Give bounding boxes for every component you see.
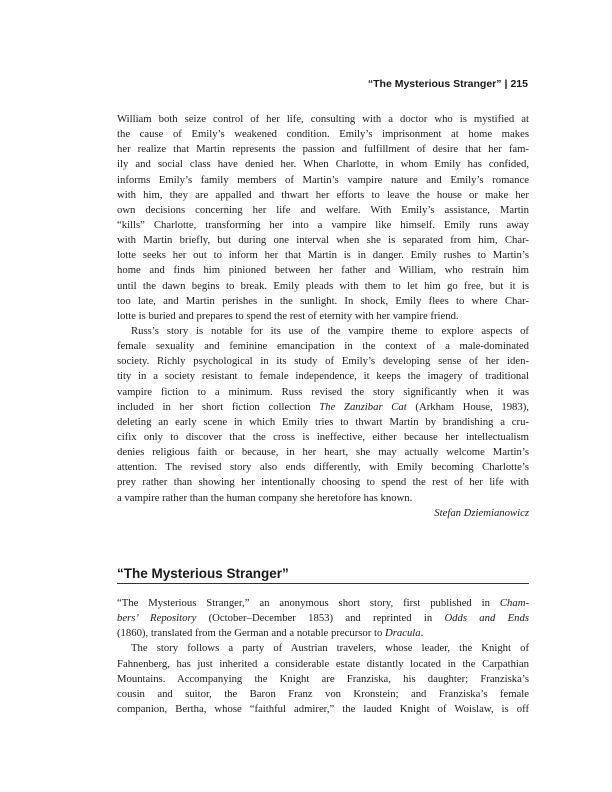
text-line: tity in a society resistant to female independence, it keeps the imagery of traditional <box>117 370 529 383</box>
text-line: home and finds him pinioned between her father and William, who restrain him <box>117 264 529 277</box>
text-line: Fahnenberg, has just inherited a considerable estate distantly located in the Carpathian <box>117 657 529 670</box>
new-entry <box>117 596 529 717</box>
text-line: “kills” Charlotte, transforming her into a vampire like himself. Emily runs away <box>117 218 529 231</box>
text-line: with Martin briefly, but during one interval when she is separated from him, Char- <box>117 234 529 247</box>
text-line: William both seize control of her life, consulting with a doctor who is mystified at <box>117 113 529 125</box>
text-line: companion, Bertha, whose “faithful admirer,” the lauded Knight of Woislaw, is off <box>117 702 529 715</box>
running-head <box>368 78 528 90</box>
text-line: lotte seeks her out to inform her that Martin is in danger. Emily rushes to Martin’s <box>117 249 529 262</box>
text-line: prey rather than showing her intentionally choosing to spend the rest of her life with <box>117 476 529 489</box>
continued-entry <box>117 112 529 521</box>
text-line: deleting an early scene in which Emily tries to thwart Martin by brandishing a cru- <box>117 415 529 428</box>
text-line: denies religious faith or because, in her heart, she may actually welcome Martin’s <box>117 446 529 459</box>
text-line: her realize that Martin represents the passion and fulfillment of desire that her fam- <box>117 143 529 156</box>
text-line: Russ’s story is notable for its use of the vampire theme to explore aspects of <box>131 324 529 337</box>
text-line: own decisions concerning her life and welfare. With Emily’s assistance, Martin <box>117 203 529 216</box>
continued-paragraph-1 <box>117 112 529 324</box>
text-line: vampire fiction to a minimum. Russ revised the story significantly when it was <box>117 385 529 398</box>
text-line: lotte is buried and prepares to spend the rest of eternity with her vampire friend. <box>117 309 459 322</box>
text-line: cousin and suitor, the Baron Franz von Kronstein; and Franziska’s female <box>117 687 529 700</box>
text-line: informs Emily’s family members of Martin’s vampire nature and Emily’s romance <box>117 173 529 186</box>
text-line: the cause of Emily’s weakened condition. Emily’s imprisonment at home makes <box>117 128 529 141</box>
text-line: a vampire rather than the human company she heretofore has known. <box>117 491 413 504</box>
text-line: ily and social class have denied her. When Charlotte, in whom Emily has confided, <box>117 158 529 171</box>
running-head-title: “The Mysterious Stranger” <box>367 78 502 90</box>
heading-rule <box>117 583 529 584</box>
text-line: “The Mysterious Stranger,” an anonymous short story, first published in Cham- <box>117 597 529 609</box>
text-line: with him, they are appalled and thwart her efforts to leave the house or make her <box>117 188 529 201</box>
text-line: female sexuality and feminine emancipation in the context of a male-dominated <box>117 340 529 353</box>
text-line: Mountains. Accompanying the Knight are Franziska, his daughter; Franziska’s <box>117 672 529 685</box>
entry-paragraph-2 <box>117 641 529 717</box>
text-line: (1860), translated from the German and a notable precursor to Dracula. <box>117 627 424 640</box>
continued-paragraph-2 <box>117 324 529 506</box>
entry-heading: “The Mysterious Stranger” <box>117 566 289 581</box>
text-line: attention. The revised story also ends differently, with Emily becoming Charlotte’s <box>117 461 529 474</box>
text-line: society. Richly psychological in its study of Emily’s developing sense of her iden- <box>117 355 529 368</box>
text-line: bers’ Repository (October–December 1853) and reprinted in Odds and Ends <box>117 612 529 625</box>
text-line: too late, and Martin perishes in the sunlight. In shock, Emily flees to where Char- <box>117 294 529 307</box>
text-line: until the dawn begins to break. Emily pleads with them to let him go free, but it is <box>117 279 529 292</box>
entry-paragraph-1 <box>117 596 529 641</box>
running-head-separator: | <box>504 78 508 90</box>
text-line: The story follows a party of Austrian travelers, whose leader, the Knight of <box>131 642 529 655</box>
text-line: cifix only to discover that the cross is ineffective, either because her intellectualism <box>117 430 529 443</box>
page-number: 215 <box>510 78 528 90</box>
text-line: included in her short fiction collection The Zanzibar Cat (Arkham House, 1983), <box>117 400 529 413</box>
author-signature: Stefan Dziemianowicz <box>434 506 529 519</box>
